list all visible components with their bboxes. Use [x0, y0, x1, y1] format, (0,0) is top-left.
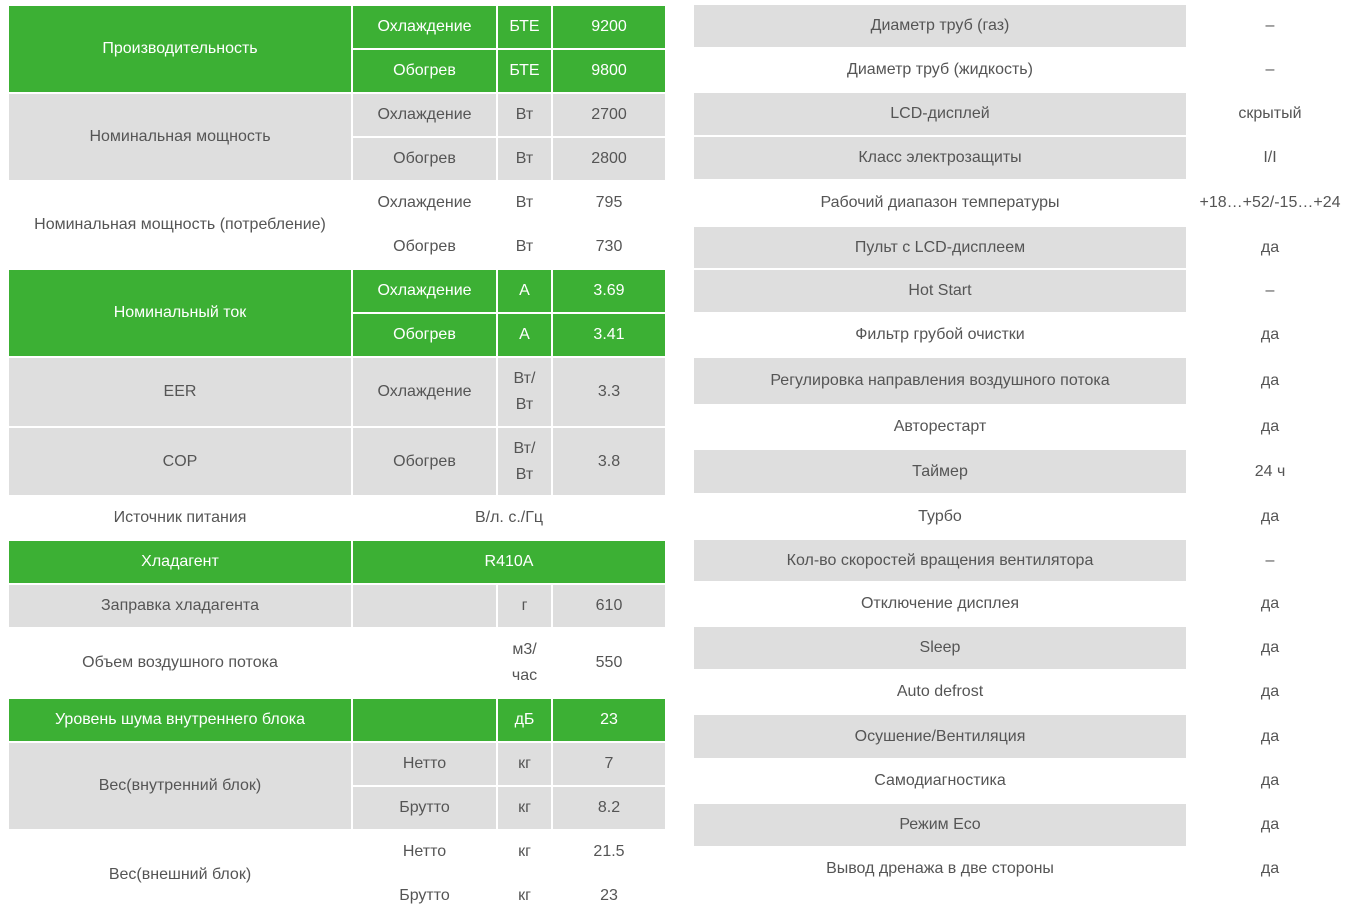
spec-label-auto-defrost: Auto defrost: [694, 671, 1186, 713]
cop-label: COP: [9, 428, 351, 495]
performance-cooling-mode: Охлаждение: [353, 6, 496, 48]
spec-label-lcd-display: LCD-дисплей: [694, 93, 1186, 135]
spec-value-pipe-liquid: –: [1188, 49, 1352, 91]
refrigerant-value: R410A: [353, 541, 665, 583]
airflow-label: Объем воздушного потока: [9, 629, 351, 697]
spec-value-dry-vent: да: [1188, 715, 1352, 758]
nominal-current-heating-mode: Обогрев: [353, 314, 496, 356]
spec-value-turbo: да: [1188, 495, 1352, 538]
nominal-current-cooling-mode: Охлаждение: [353, 270, 496, 312]
performance-heating-mode: Обогрев: [353, 50, 496, 92]
spec-label-pipe-gas: Диаметр труб (газ): [694, 5, 1186, 47]
refrigerant-charge-unit: г: [498, 585, 551, 627]
spec-value-drain-two-sides: да: [1188, 848, 1352, 890]
power-supply-label: Источник питания: [9, 497, 351, 539]
spec-value-timer: 24 ч: [1188, 450, 1352, 493]
indoor-weight-gross-mode: Брутто: [353, 787, 496, 829]
performance-label: Производительность: [9, 6, 351, 92]
spec-value-airflow-direction: да: [1188, 358, 1352, 404]
noise-value: 23: [553, 699, 665, 741]
spec-label-display-off: Отключение дисплея: [694, 583, 1186, 625]
spec-value-hot-start: –: [1188, 270, 1352, 312]
nominal-power-heating-unit: Вт: [498, 138, 551, 180]
spec-value-sleep: да: [1188, 627, 1352, 669]
spec-value-eco-mode: да: [1188, 804, 1352, 846]
outdoor-weight-gross-value: 23: [553, 875, 665, 917]
spec-label-autorestart: Авторестарт: [694, 406, 1186, 448]
nominal-power-cooling-unit: Вт: [498, 94, 551, 136]
airflow-unit: м3/ час: [498, 629, 551, 697]
power-consumption-heating-value: 730: [553, 226, 665, 268]
eer-label: EER: [9, 358, 351, 426]
nominal-power-heating-value: 2800: [553, 138, 665, 180]
performance-heating-value: 9800: [553, 50, 665, 92]
spec-value-fan-speeds: –: [1188, 540, 1352, 581]
spec-value-lcd-display: скрытый: [1188, 93, 1352, 135]
spec-label-protection-class: Класс электрозащиты: [694, 137, 1186, 179]
spec-label-remote-lcd: Пульт с LCD-дисплеем: [694, 227, 1186, 268]
refrigerant-label: Хладагент: [9, 541, 351, 583]
performance-cooling-value: 9200: [553, 6, 665, 48]
nominal-power-cooling-mode: Охлаждение: [353, 94, 496, 136]
power-consumption-cooling-unit: Вт: [498, 182, 551, 224]
spec-label-dry-vent: Осушение/Вентиляция: [694, 715, 1186, 758]
power-consumption-cooling-mode: Охлаждение: [353, 182, 496, 224]
spec-label-sleep: Sleep: [694, 627, 1186, 669]
spec-label-airflow-direction: Регулировка направления воздушного потока: [694, 358, 1186, 404]
outdoor-weight-gross-mode: Брутто: [353, 875, 496, 917]
indoor-weight-net-mode: Нетто: [353, 743, 496, 785]
spec-label-coarse-filter: Фильтр грубой очистки: [694, 314, 1186, 356]
cop-mode: Обогрев: [353, 428, 496, 495]
spec-value-pipe-gas: –: [1188, 5, 1352, 47]
power-consumption-label: Номинальная мощность (потребление): [9, 182, 351, 268]
noise-label: Уровень шума внутреннего блока: [9, 699, 351, 741]
indoor-weight-gross-value: 8.2: [553, 787, 665, 829]
outdoor-weight-net-value: 21.5: [553, 831, 665, 873]
spec-value-self-diagnosis: да: [1188, 760, 1352, 802]
cop-unit: Вт/ Вт: [498, 428, 551, 495]
nominal-power-heating-mode: Обогрев: [353, 138, 496, 180]
performance-heating-unit: БТЕ: [498, 50, 551, 92]
spec-label-self-diagnosis: Самодиагностика: [694, 760, 1186, 802]
performance-cooling-unit: БТЕ: [498, 6, 551, 48]
nominal-current-cooling-value: 3.69: [553, 270, 665, 312]
nominal-current-cooling-unit: А: [498, 270, 551, 312]
indoor-weight-label: Вес(внутренний блок): [9, 743, 351, 829]
spec-label-timer: Таймер: [694, 450, 1186, 493]
power-consumption-cooling-value: 795: [553, 182, 665, 224]
outdoor-weight-net-mode: Нетто: [353, 831, 496, 873]
spec-value-auto-defrost: да: [1188, 671, 1352, 713]
spec-label-hot-start: Hot Start: [694, 270, 1186, 312]
spec-value-display-off: да: [1188, 583, 1352, 625]
eer-value: 3.3: [553, 358, 665, 426]
spec-label-temp-range: Рабочий диапазон температуры: [694, 181, 1186, 225]
noise-empty: [353, 699, 496, 741]
eer-mode: Охлаждение: [353, 358, 496, 426]
nominal-current-heating-unit: А: [498, 314, 551, 356]
noise-unit: дБ: [498, 699, 551, 741]
indoor-weight-net-value: 7: [553, 743, 665, 785]
power-consumption-heating-unit: Вт: [498, 226, 551, 268]
nominal-current-label: Номинальный ток: [9, 270, 351, 356]
power-supply-value: В/л. с./Гц: [353, 497, 665, 539]
spec-value-coarse-filter: да: [1188, 314, 1352, 356]
spec-value-protection-class: I/I: [1188, 137, 1352, 179]
eer-unit: Вт/ Вт: [498, 358, 551, 426]
nominal-current-heating-value: 3.41: [553, 314, 665, 356]
refrigerant-charge-label: Заправка хладагента: [9, 585, 351, 627]
spec-label-turbo: Турбо: [694, 495, 1186, 538]
spec-value-autorestart: да: [1188, 406, 1352, 448]
outdoor-weight-gross-unit: кг: [498, 875, 551, 917]
power-consumption-heating-mode: Обогрев: [353, 226, 496, 268]
nominal-power-label: Номинальная мощность: [9, 94, 351, 180]
outdoor-weight-net-unit: кг: [498, 831, 551, 873]
spec-value-temp-range: +18…+52/-15…+24: [1188, 181, 1352, 225]
spec-label-eco-mode: Режим Eco: [694, 804, 1186, 846]
refrigerant-charge-empty: [353, 585, 496, 627]
indoor-weight-gross-unit: кг: [498, 787, 551, 829]
refrigerant-charge-value: 610: [553, 585, 665, 627]
indoor-weight-net-unit: кг: [498, 743, 551, 785]
airflow-value: 550: [553, 629, 665, 697]
outdoor-weight-label: Вес(внешний блок): [9, 831, 351, 918]
nominal-power-cooling-value: 2700: [553, 94, 665, 136]
spec-label-pipe-liquid: Диаметр труб (жидкость): [694, 49, 1186, 91]
cop-value: 3.8: [553, 428, 665, 495]
spec-value-remote-lcd: да: [1188, 227, 1352, 268]
spec-label-drain-two-sides: Вывод дренажа в две стороны: [694, 848, 1186, 890]
spec-label-fan-speeds: Кол-во скоростей вращения вентилятора: [694, 540, 1186, 581]
